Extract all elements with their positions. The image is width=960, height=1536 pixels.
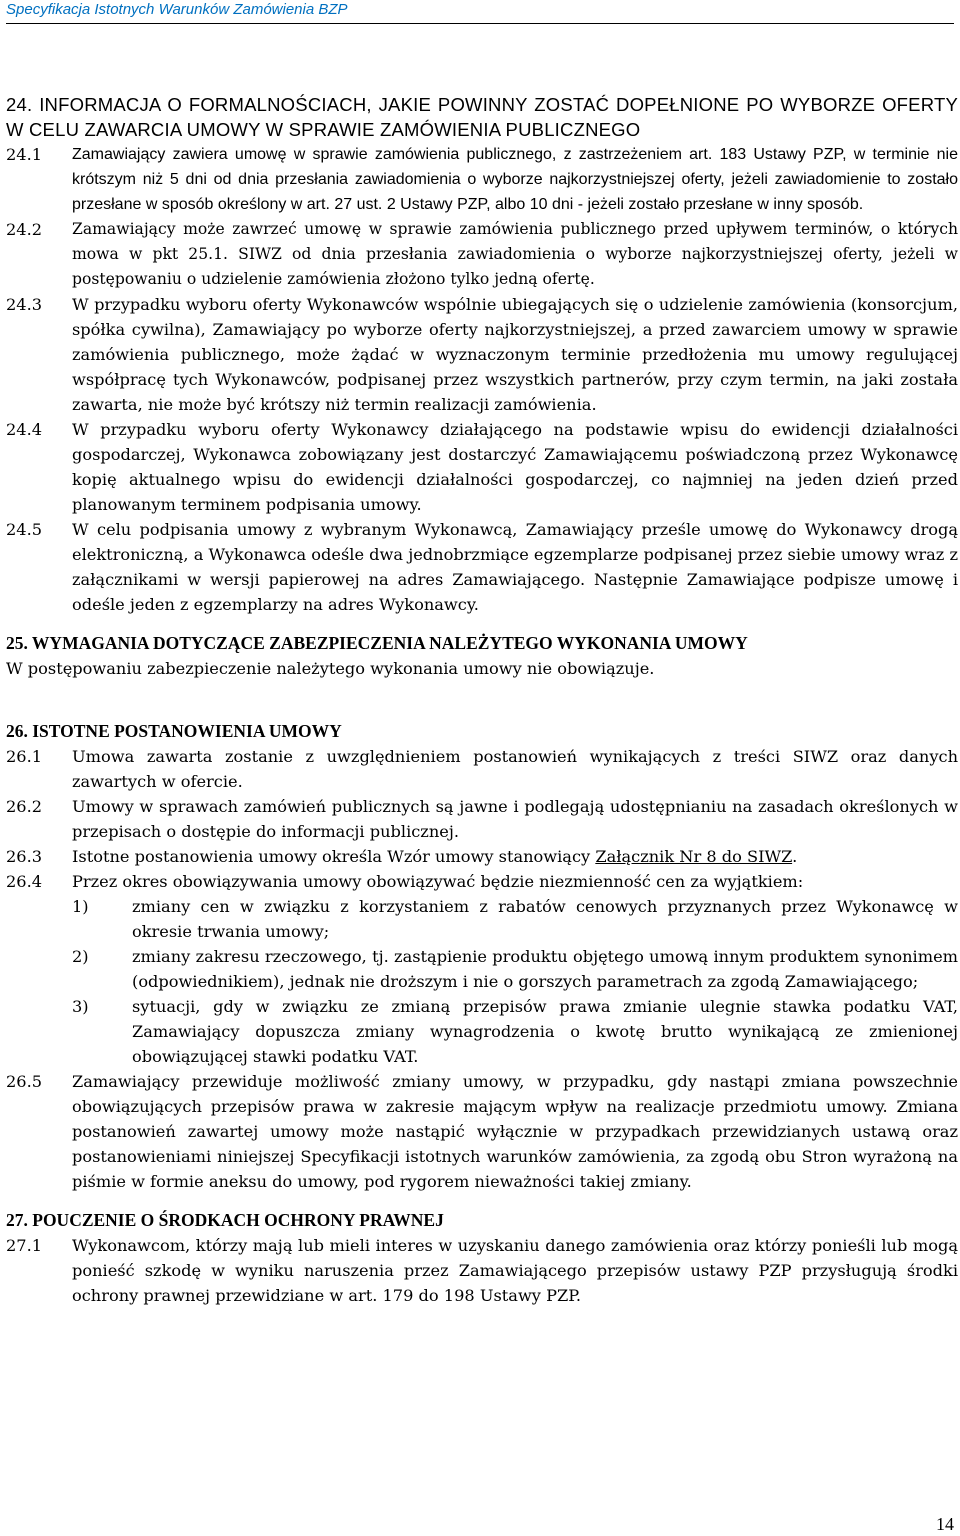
paragraph-26-3 xyxy=(6,844,958,869)
paragraph-text: Umowy w sprawach zamówień publicznych są jawne i podlegają udostępnianiu na zasadach określonych w przepisach o dostępie do informacji publicznej. xyxy=(72,797,958,841)
header-title: Specyfikacja Istotnych Warunków Zamówienia BZP xyxy=(6,1,348,18)
section-27-heading: 27. POUCZENIE O ŚRODKACH OCHRONY PRAWNEJ xyxy=(6,1210,444,1230)
paragraph-text: Zamawiający przewiduje możliwość zmiany umowy, w przypadku, gdy nastąpi zmiana powszechnie obowiązujących przepisów prawa w zakresie mającym wpływ na realizacje przedmiotu umowy. Zmiana postanowień zawartej umowy może nastąpić wyłącznie w przypadkach przewidzianych ustawą oraz postanowieniami niniejszej Specyfikacji istotnych warunków zamówienia, za zgodą obu Stron wyrażoną na piśmie w formie aneksu do umowy, pod rygorem nieważności takiej zmiany. xyxy=(72,1072,958,1191)
paragraph-text: Zamawiający zawiera umowę w sprawie zamówienia publicznego, z zastrzeżeniem art. 183 Ustawy PZP, w terminie nie krótszym niż 5 dni od dnia przesłania zawiadomienia o wyborze najkorzystniejszej oferty, jeżeli zawiadomienie to zostało przesłane w sposób określony w art. 27 ust. 2 Ustawy PZP, albo 10 dni - jeżeli zostało przesłane w inny sposób. xyxy=(72,146,958,213)
page-number: 14 xyxy=(936,1514,954,1534)
paragraph-text: W celu podpisania umowy z wybranym Wykonawcą, Zamawiający prześle umowę do Wykonawcy drogą elektroniczną, a Wykonawca odeśle dwa jednobrzmiące egzemplarze podpisanej przez siebie umowy wraz z załącznikami w wersji papierowej na adres Zamawiającego. Następnie Zamawiające podpisze umowę i odeśle jeden z egzemplarzy na adres Wykonawcy. xyxy=(72,520,958,614)
paragraph-26-4 xyxy=(6,869,958,894)
paragraph-text: Przez okres obowiązywania umowy obowiązywać będzie niezmienność cen za wyjątkiem: xyxy=(72,872,804,891)
paragraph-number: 26.3 xyxy=(6,847,43,866)
list-text: sytuacji, gdy w związku ze zmianą przepisów prawa zmianie ulegnie stawka podatku VAT, Zamawiający dopuszcza zmiany wynagrodzenia o kwotę brutto wynikającą ze zmienionej obowiązującej stawki podatku VAT. xyxy=(132,997,958,1066)
paragraph-number: 26.2 xyxy=(6,797,43,816)
paragraph-24-2 xyxy=(6,217,958,292)
paragraph-number: 26.1 xyxy=(6,747,43,766)
paragraph-24-1 xyxy=(6,142,958,217)
attachment-reference-link[interactable]: Załącznik Nr 8 do SIWZ xyxy=(595,847,793,866)
paragraph-text: Wykonawcom, którzy mają lub mieli interes w uzyskaniu danego zamówienia oraz którzy ponieśli lub mogą ponieść szkodę w wyniku naruszenia przez Zamawiającego przepisów ustawy PZP przysługują środki ochrony prawnej przewidziane w art. 179 do 198 Ustawy PZP. xyxy=(72,1236,958,1305)
document-body xyxy=(6,92,958,1308)
paragraph-text: W przypadku wyboru oferty Wykonawców wspólnie ubiegających się o udzielenie zamówienia (konsorcjum, spółka cywilna), Zamawiający po wyborze oferty najkorzystniejszej, a przed zawarciem umowy w sprawie zamówienia publicznego, może żądać w wyznaczonym terminie przedłożenia mu umowy regulującej współpracę tych Wykonawców, podpisanej przez wszystkich partnerów, przy czym termin, na jaki została zawarta, nie może być krótszy niż termin realizacji zamówienia. xyxy=(72,295,958,414)
paragraph-24-4 xyxy=(6,417,958,517)
paragraph-text-end: . xyxy=(792,847,798,866)
paragraph-number: 26.4 xyxy=(6,872,43,891)
list-number: 3) xyxy=(72,997,89,1016)
paragraph-27-1 xyxy=(6,1233,958,1308)
running-header xyxy=(6,0,954,24)
paragraph-number: 24.1 xyxy=(6,145,43,164)
paragraph-24-5 xyxy=(6,517,958,617)
paragraph-number: 24.4 xyxy=(6,420,43,439)
list-text: zmiany zakresu rzeczowego, tj. zastąpienie produktu objętego umową innym produktem synonimem (odpowiednikiem), jednak nie droższym i nie o gorszych parametrach za zgodą Zamawiającego; xyxy=(132,947,958,991)
paragraph-number: 24.3 xyxy=(6,295,43,314)
list-number: 1) xyxy=(72,897,89,916)
paragraph-text xyxy=(72,844,958,869)
paragraph-text: W przypadku wyboru oferty Wykonawcy działającego na podstawie wpisu do ewidencji działalności gospodarczej, Wykonawca zobowiązany jest dostarczyć Zamawiającemu poświadczoną przez Wykonawcę kopię aktualnego wpisu do ewidencji działalności gospodarczej, co najmniej na jeden dzień przed planowanym terminem podpisania umowy. xyxy=(72,420,958,514)
paragraph-number: 27.1 xyxy=(6,1236,43,1255)
paragraph-26-1 xyxy=(6,744,958,794)
paragraph-text: Zamawiający może zawrzeć umowę w sprawie zamówienia publicznego przed upływem terminów, o których mowa w pkt 25.1. SIWZ od dnia przesłania zawiadomienia o wyborze najkorzystniejszej oferty, jeżeli w postępowaniu o udzielenie zamówienia złożono tylko jedną ofertę. xyxy=(72,220,958,288)
paragraph-number: 26.5 xyxy=(6,1072,43,1091)
section-25-text: W postępowaniu zabezpieczenie należytego wykonania umowy nie obowiązuje. xyxy=(6,659,655,678)
paragraph-26-2 xyxy=(6,794,958,844)
section-25-heading: 25. WYMAGANIA DOTYCZĄCE ZABEZPIECZENIA NALEŻYTEGO WYKONANIA UMOWY xyxy=(6,633,748,653)
paragraph-number: 24.5 xyxy=(6,520,43,539)
paragraph-number: 24.2 xyxy=(6,220,43,239)
paragraph-24-3 xyxy=(6,292,958,417)
paragraph-text: Umowa zawarta zostanie z uwzględnieniem postanowień wynikających z treści SIWZ oraz danych zawartych w ofercie. xyxy=(72,747,958,791)
paragraph-text-start: Istotne postanowienia umowy określa Wzór umowy stanowiący xyxy=(72,847,596,866)
section-24-heading: 24. INFORMACJA O FORMALNOŚCIACH, JAKIE POWINNY ZOSTAĆ DOPEŁNIONE PO WYBORZE OFERTY W CELU ZAWARCIA UMOWY W SPRAWIE ZAMÓWIENIA PUBLICZNEGO xyxy=(6,94,958,140)
section-26-heading: 26. ISTOTNE POSTANOWIENIA UMOWY xyxy=(6,721,342,741)
list-item-26-4-2 xyxy=(6,944,958,994)
paragraph-26-5 xyxy=(6,1069,958,1194)
list-item-26-4-1 xyxy=(6,894,958,944)
list-item-26-4-3 xyxy=(6,994,958,1069)
list-text: zmiany cen w związku z korzystaniem z rabatów cenowych przyznanych przez Wykonawcę w okresie trwania umowy; xyxy=(132,897,958,941)
list-number: 2) xyxy=(72,947,89,966)
